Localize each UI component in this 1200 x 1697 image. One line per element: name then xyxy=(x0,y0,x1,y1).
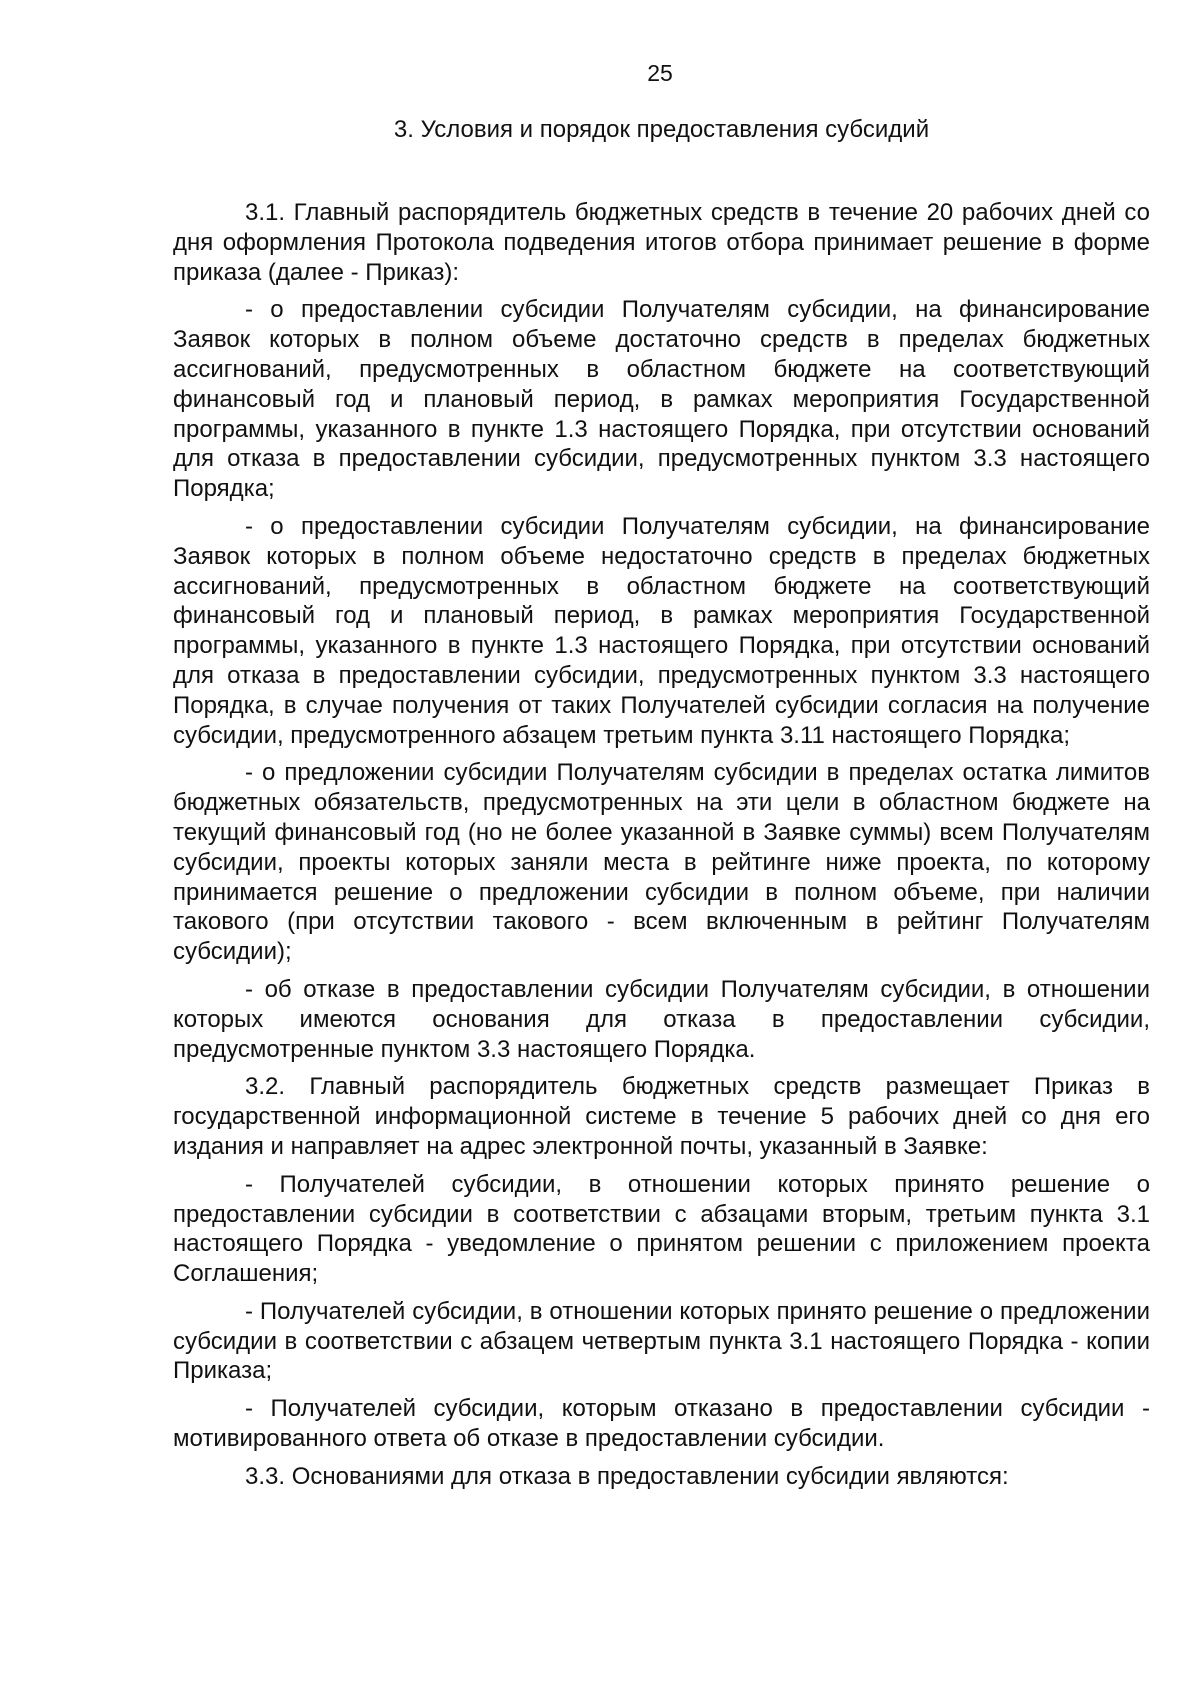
paragraph-3-2-item-order-copy: - Получателей субсидии, в отношении которых принято решение о предложении субсидии в соответствии с абзацем четвертым пункта 3.1 настоящего Порядка - копии Приказа; xyxy=(173,1297,1150,1385)
paragraph-3-1: 3.1. Главный распорядитель бюджетных средств в течение 20 рабочих дней со дня оформления Протокола подведения итогов отбора принимает решение в форме приказа (далее - Приказ): xyxy=(173,199,1150,286)
paragraph-3-2-item-refusal-answer: - Получателей субсидии, которым отказано в предоставлении субсидии - мотивированного ответа об отказе в предоставлении субсидии. xyxy=(173,1395,1150,1453)
document-body xyxy=(173,198,1150,1492)
paragraph-3-1-item-refusal: - об отказе в предоставлении субсидии Получателям субсидии, в отношении которых имеются основания для отказа в предоставлении субсидии, предусмотренные пунктом 3.3 настоящего Порядка. xyxy=(173,975,1150,1063)
page-number: 25 xyxy=(647,60,673,86)
paragraph-3-1-item-insufficient-funds: - о предоставлении субсидии Получателям субсидии, на финансирование Заявок которых в полном объеме недостаточно средств в пределах бюджетных ассигнований, предусмотренных в областном бюджете на соответствующий финансовый год и плановый период, в рамках мероприятия Государственной программы, указанного в пункте 1.3 настоящего Порядка, при отсутствии оснований для отказа в предоставлении субсидии, предусмотренных пунктом 3.3 настоящего Порядка, в случае получения от таких Получателей субсидии согласия на получение субсидии, предусмотренного абзацем третьим пункта 3.11 настоящего Порядка; xyxy=(173,512,1150,749)
paragraph-3-2-item-notification: - Получателей субсидии, в отношении которых принято решение о предоставлении субсидии в соответствии с абзацами вторым, третьим пункта 3.1 настоящего Порядка - уведомление о принятом решении с приложением проекта Соглашения; xyxy=(173,1170,1150,1288)
paragraph-3-1-item-offer-remaining-limits: - о предложении субсидии Получателям субсидии в пределах остатка лимитов бюджетных обязательств, предусмотренных на эти цели в областном бюджете на текущий финансовый год (но не более указанной в Заявке суммы) всем Получателям субсидии, проекты которых заняли места в рейтинге ниже проекта, по которому принимается решение о предложении субсидии в полном объеме, при наличии такового (при отсутствии такового - всем включенным в рейтинг Получателям субсидии); xyxy=(173,759,1150,966)
paragraph-3-3: 3.3. Основаниями для отказа в предоставлении субсидии являются: xyxy=(245,1462,1009,1490)
section-title: 3. Условия и порядок предоставления субсидий xyxy=(393,116,930,143)
paragraph-3-2: 3.2. Главный распорядитель бюджетных средств размещает Приказ в государственной информационной системе в течение 5 рабочих дней со дня его издания и направляет на адрес электронной почты, указанный в Заявке: xyxy=(173,1073,1150,1160)
paragraph-3-1-item-sufficient-funds: - о предоставлении субсидии Получателям субсидии, на финансирование Заявок которых в полном объеме достаточно средств в пределах бюджетных ассигнований, предусмотренных в областном бюджете на соответствующий финансовый год и плановый период, в рамках мероприятия Государственной программы, указанного в пункте 1.3 настоящего Порядка, при отсутствии оснований для отказа в предоставлении субсидии, предусмотренных пунктом 3.3 настоящего Порядка; xyxy=(173,296,1150,503)
